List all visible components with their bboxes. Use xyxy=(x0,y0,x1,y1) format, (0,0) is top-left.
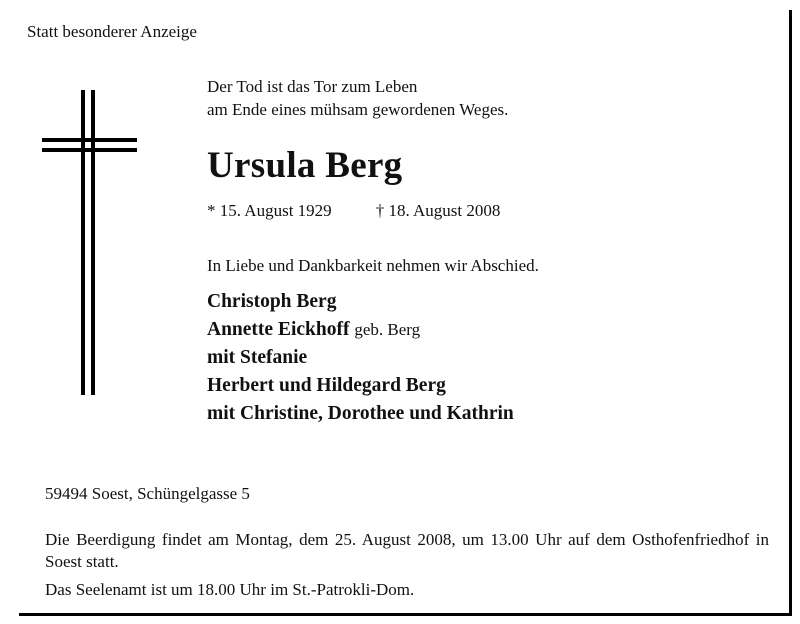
latin-cross-icon xyxy=(40,88,140,398)
verse-line-2: am Ende eines mühsam gewordenen Weges. xyxy=(207,100,509,119)
mourner-line: Christoph Berg xyxy=(207,291,337,312)
deceased-name: Ursula Berg xyxy=(207,145,403,186)
verse-line-1: Der Tod ist das Tor zum Leben xyxy=(207,77,418,96)
mourner-line: mit Stefanie xyxy=(207,347,308,368)
requiem-info: Das Seelenamt ist um 18.00 Uhr im St.-Patrokli-Dom. xyxy=(45,580,415,599)
death-date: † 18. August 2008 xyxy=(375,201,501,220)
mourner-name: Annette Eickhoff xyxy=(207,319,350,340)
funeral-info: Die Beerdigung findet am Montag, dem 25. August 2008, um 13.00 Uhr auf dem Osthofenfriedhof in Soest statt. xyxy=(45,530,769,571)
memorial-verse xyxy=(207,75,508,121)
header-text: Statt besonderer Anzeige xyxy=(27,22,197,41)
address-text: 59494 Soest, Schüngelgasse 5 xyxy=(45,484,250,503)
mourners-list xyxy=(207,288,514,428)
mourner-line: mit Christine, Dorothee und Kathrin xyxy=(207,403,514,424)
birth-date: * 15. August 1929 xyxy=(207,201,332,220)
mourner-line: Herbert und Hildegard Berg xyxy=(207,375,446,396)
maiden-name: geb. Berg xyxy=(354,320,421,339)
mourner-line xyxy=(207,316,514,344)
life-dates xyxy=(207,201,500,221)
farewell-text: In Liebe und Dankbarkeit nehmen wir Abschied. xyxy=(207,256,539,275)
